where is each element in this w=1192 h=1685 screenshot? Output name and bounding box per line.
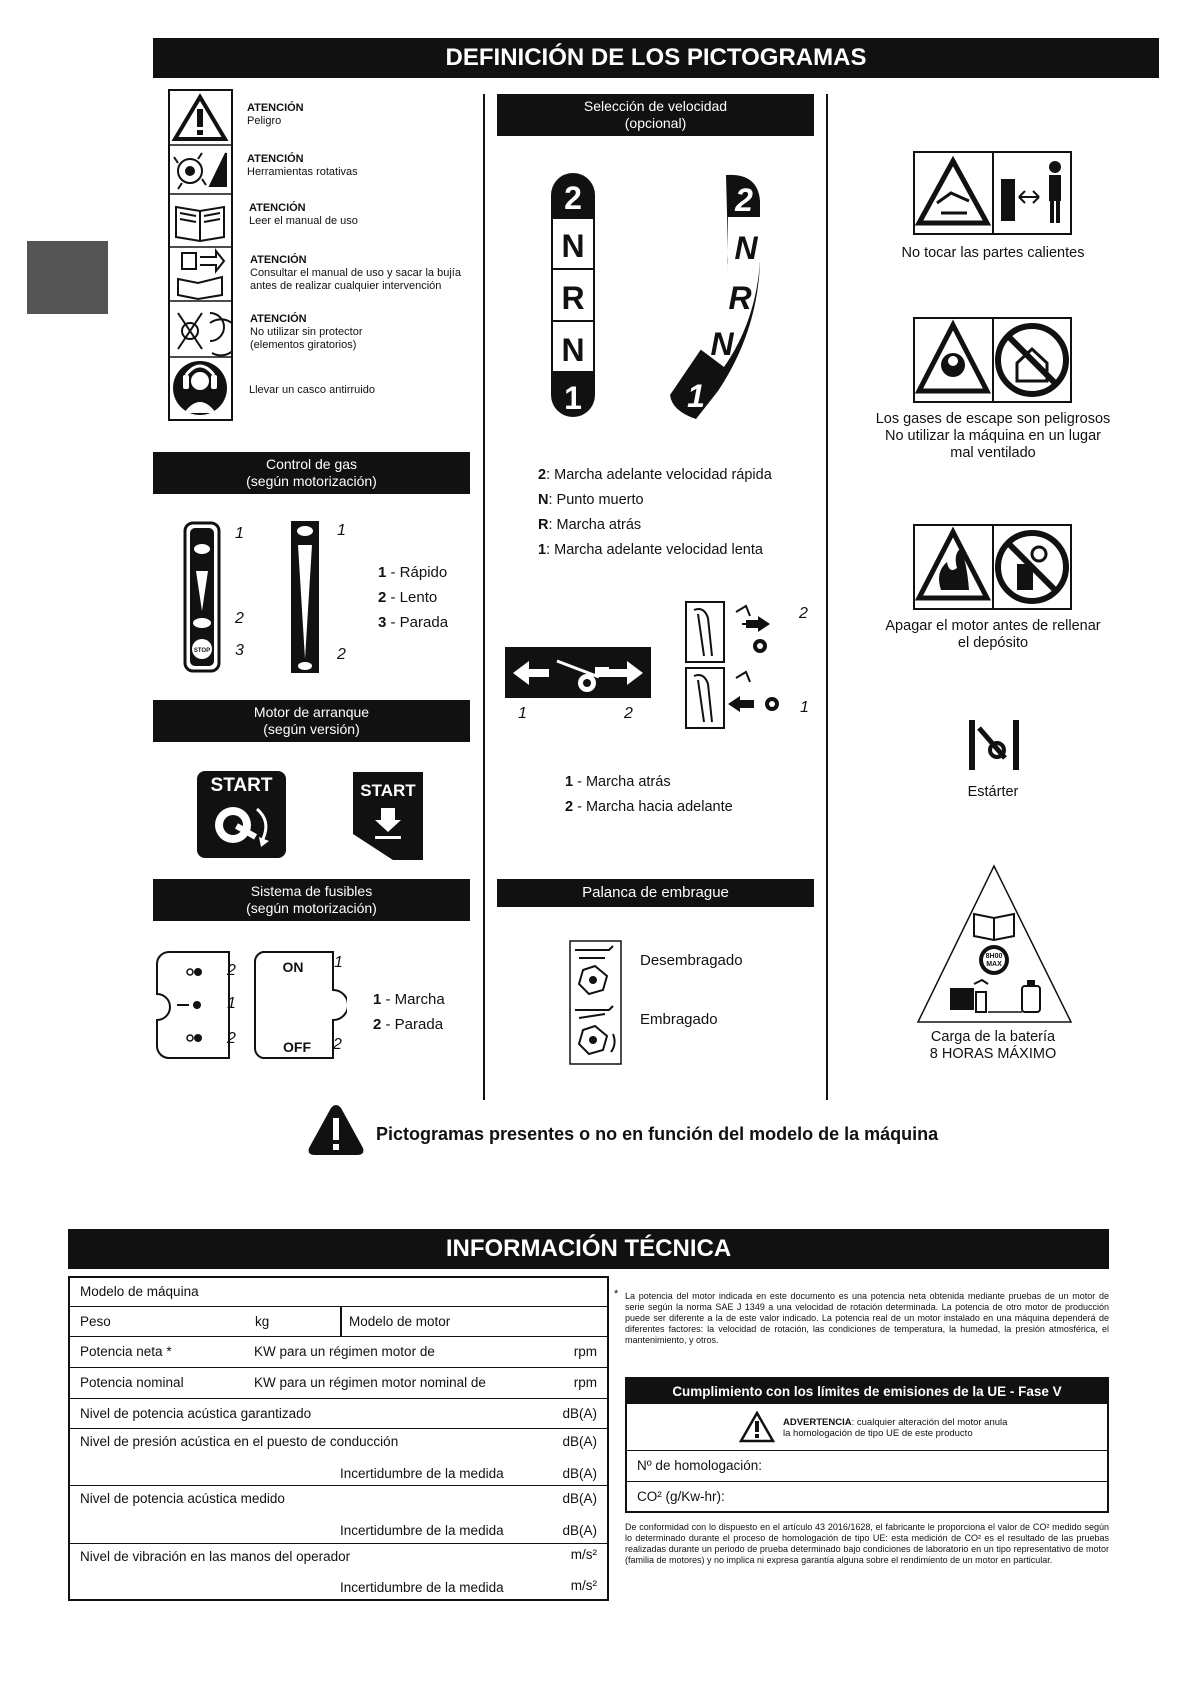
eu-co2: CO² (g/Kw-hr): [637,1489,725,1504]
refuel-label: Apagar el motor antes de rellenar el depósito [885,618,1101,651]
svg-text:N: N [734,230,758,266]
svg-text:1: 1 [564,380,582,416]
eu-warning: ADVERTENCIA: cualquier alteración del motor anula la homologación de tipo UE de este producto [627,1404,1107,1451]
speed-legend: 2: Marcha adelante velocidad rápida N: Punto muerto R: Marcha atrás 1: Marcha adelante velocidad lenta [538,467,772,558]
tech-footnote-star: * [614,1288,619,1300]
starter-motor-header: Motor de arranque (según versión) [153,700,470,742]
svg-text:R: R [728,280,752,316]
direction-legend: 1 - Marcha atrás 2 - Marcha hacia adelante [565,774,733,815]
direction-n1: 1 [518,705,527,722]
fuse-legend: 1 - Marcha 2 - Parada [373,991,445,1033]
svg-text:R: R [561,280,585,316]
spark-plug-manual-icon [178,251,224,299]
warning-ear-protection: Llevar un casco antirruido [249,384,375,396]
warning-danger: ATENCIÓN Peligro [247,102,304,127]
tech-row-vibration: Nivel de vibración en las manos del operador m/s² Incertidumbre de la medida m/s² [80,1547,597,1595]
tech-row-model: Modelo de máquina [70,1278,607,1307]
svg-text:8H00: 8H00 [985,953,1003,960]
tech-row-net-power: Potencia neta * KW para un régimen motor de rpm [70,1337,607,1368]
tech-row-nominal-power: Potencia nominal KW para un régimen motor nominal de rpm [70,1368,607,1399]
gas-legend: 1 - Rápido 2 - Lento 3 - Parada [378,564,449,631]
fuse-n2-c: 2 [333,1036,342,1053]
ear-protection-icon [173,361,227,415]
fuse-n1-b: 1 [334,954,343,971]
column-divider-left [483,94,485,1100]
fuses-header: Sistema de fusibles (según motorización) [153,879,470,921]
warning-rotating-tools: ATENCIÓN Herramientas rotativas [247,153,358,178]
notice-text: Pictogramas presentes o no en función del modelo de la máquina [376,1124,939,1144]
gas-lever-icon [183,521,323,673]
svg-text:ON: ON [282,959,304,975]
tech-table [68,1276,609,1601]
section-tab [27,241,108,314]
tech-title: INFORMACIÓN TÉCNICA [68,1229,1109,1269]
gas-n3-a: 3 [235,642,244,659]
direction-lever-n1: 1 [800,699,809,716]
eu-compliance-title: Cumplimiento con los límites de emisiones de la UE - Fase V [627,1379,1107,1404]
svg-text:2: 2 [735,182,753,218]
tech-row-guaranteed-sound: Nivel de potencia acústica garantizado dB(A) [70,1399,607,1429]
warning-spark-plug: ATENCIÓN Consultar el manual de uso y sacar la bujía antes de realizar cualquier intervención [250,254,461,292]
gear-selector-straight-icon [549,171,597,419]
svg-text:N: N [561,228,585,264]
choke-label: Estárter [967,784,1019,800]
svg-text:2: 2 [564,180,582,216]
gas-n2-b: 2 [337,646,346,663]
fuse-n2-a: 2 [227,962,236,979]
tech-row-measured-sound: Nivel de potencia acústica medido dB(A) Incertidumbre de la medida dB(A) [70,1486,607,1544]
svg-text:N: N [561,332,585,368]
refuel-icon [913,524,1072,610]
hot-surface-label: No tocar las partes calientes [901,245,1085,261]
fuse-switch-icon [155,950,347,1060]
eu-warning-icon [739,1411,775,1443]
eu-compliance-box [625,1377,1109,1513]
svg-text:N: N [710,326,734,362]
clutch-lever-icon [569,940,622,1065]
choke-icon [967,720,1021,770]
battery-charge-label: Carga de la batería 8 HORAS MÁXIMO [929,1029,1057,1062]
tech-row-pressure-sound: Nivel de presión acústica en el puesto de conducción dB(A) Incertidumbre de la medida dB(A) [70,1429,607,1486]
clutch-disengaged-label: Desembragado [640,952,743,969]
gas-control-header: Control de gas (según motorización) [153,452,470,494]
exhaust-gas-icon [913,317,1072,403]
direction-levers-icon [684,600,788,730]
page-title: DEFINICIÓN DE LOS PICTOGRAMAS [153,38,1159,78]
speed-header: Selección de velocidad (opcional) [497,94,814,136]
column-divider-right [826,94,828,1100]
gas-n1-a: 1 [235,525,244,542]
no-protector-icon [178,313,231,355]
start-button-icon [353,772,423,860]
warning-manual: ATENCIÓN Leer el manual de uso [249,202,358,227]
svg-text:START: START [360,781,416,800]
direction-lever-n2: 2 [799,605,808,622]
warning-icon-stack [168,89,233,421]
tech-row-weight: Peso kg Modelo de motor [70,1307,607,1337]
clutch-header: Palanca de embrague [497,879,814,907]
gas-n2-a: 2 [235,610,244,627]
hot-surface-icon [913,151,1072,235]
exhaust-gas-label: Los gases de escape son peligrosos No utilizar la máquina en un lugar mal ventilado [875,411,1111,461]
direction-bar-icon [505,647,651,698]
svg-text:OFF: OFF [283,1039,311,1055]
svg-text:MAX: MAX [986,961,1002,968]
notice-warning-icon [307,1104,365,1157]
gear-selector-curved-icon [666,171,778,421]
battery-charge-icon [916,864,1073,1024]
svg-text:STOP: STOP [193,648,211,654]
warning-protector: ATENCIÓN No utilizar sin protector (elementos giratorios) [250,313,363,351]
eu-footnote: De conformidad con lo dispuesto en el artículo 43 2016/1628, el fabricante le proporciona el valor de CO² medido según lo determinado durante el proceso de homologación de tipo UE: esta medición de CO² es el resultado de las pruebas realizadas durante un periodo de prueba determinado bajo condiciones de laboratorio en un tipo representativo de motor (familia de motores) y no implica ni expresa garantía alguna sobre el rendimiento de un motor en particular. [625,1522,1109,1565]
danger-triangle-icon [175,97,225,139]
gas-n1-b: 1 [337,522,346,539]
manual-book-icon [176,207,224,241]
fuse-n2-b: 2 [227,1030,236,1047]
fuse-n1-a: 1 [227,995,236,1012]
rotating-tools-icon [174,153,226,189]
clutch-engaged-label: Embragado [640,1011,718,1028]
eu-homologation: Nº de homologación: [627,1451,1107,1482]
direction-n2: 2 [624,705,633,722]
tech-footnote: La potencia del motor indicada en este documento es una potencia neta obtenida mediante pruebas de un motor de serie según la norma SAE J 1349 a una velocidad de rotación determinada. La potencia de otro motor de producción puede ser diferente a la de este valor indicado. La potencia real de un motor instalado en una máquina dependerá de diferentes factores: la velocidad de rotación, las condiciones de temperatura, la humedad, la presión atmosférica, el mantenimiento, y otros. [625,1291,1109,1345]
start-key-icon: START [197,771,286,858]
svg-text:1: 1 [687,378,705,414]
